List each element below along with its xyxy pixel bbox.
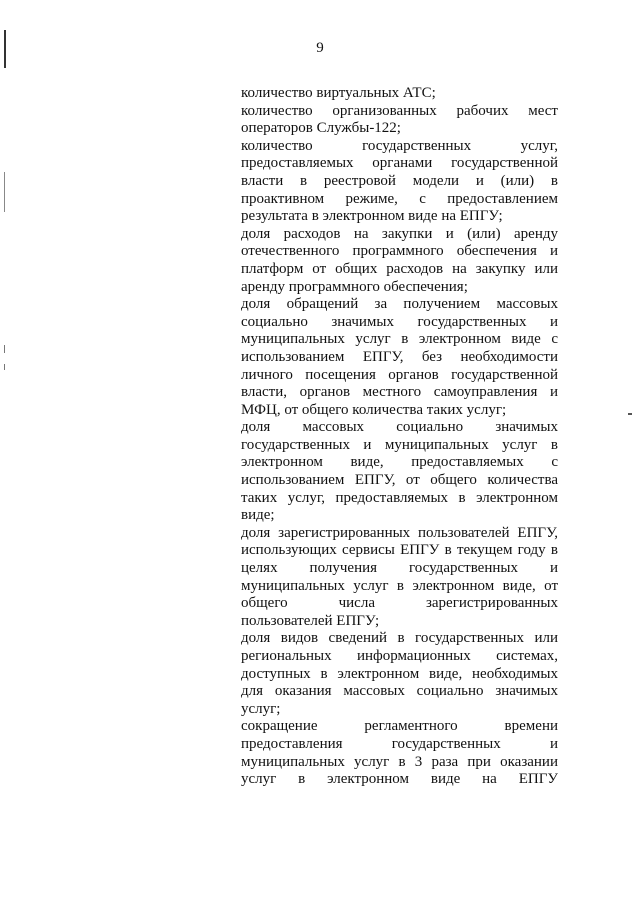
scan-edge-mark bbox=[4, 345, 5, 353]
scan-edge-mark bbox=[628, 413, 632, 415]
document-body bbox=[241, 85, 558, 789]
scan-edge-mark bbox=[4, 364, 5, 370]
list-item: доля массовых социально значимых государственных и муниципальных услуг в электронном виде, предоставляемых с использованием ЕПГУ, от общего количества таких услуг, предоставляемых в электронном виде; bbox=[241, 419, 558, 524]
list-item: сокращение регламентного времени предоставления государственных и муниципальных услуг в 3 раза при оказании услуг в электронном виде на ЕПГУ bbox=[241, 718, 558, 788]
list-item: доля обращений за получением массовых социально значимых государственных и муниципальных услуг в электронном виде с использованием ЕПГУ, без необходимости личного посещения органов государственной власти, органов местного самоуправления и МФЦ, от общего количества таких услуг; bbox=[241, 296, 558, 418]
list-item: доля расходов на закупки и (или) аренду отечественного программного обеспечения и платформ от общих расходов на закупку или аренду программного обеспечения; bbox=[241, 225, 558, 295]
list-item: количество организованных рабочих мест операторов Службы-122; bbox=[241, 102, 558, 137]
list-item: количество государственных услуг, предоставляемых органами государственной власти в реестровой модели и (или) в проактивном режиме, с предоставлением результата в электронном виде на ЕПГУ; bbox=[241, 137, 558, 225]
list-item: доля видов сведений в государственных или региональных информационных системах, доступных в электронном виде, необходимых для оказания массовых социально значимых услуг; bbox=[241, 630, 558, 717]
scan-edge-mark bbox=[4, 172, 5, 212]
page-number: 9 bbox=[316, 40, 324, 56]
list-item: количество виртуальных АТС; bbox=[241, 85, 436, 101]
list-item: доля зарегистрированных пользователей ЕПГУ, использующих сервисы ЕПГУ в текущем году в целях получения государственных и муниципальных услуг в электронном виде, от общего числа зарегистрированных пользователей ЕПГУ; bbox=[241, 524, 558, 629]
